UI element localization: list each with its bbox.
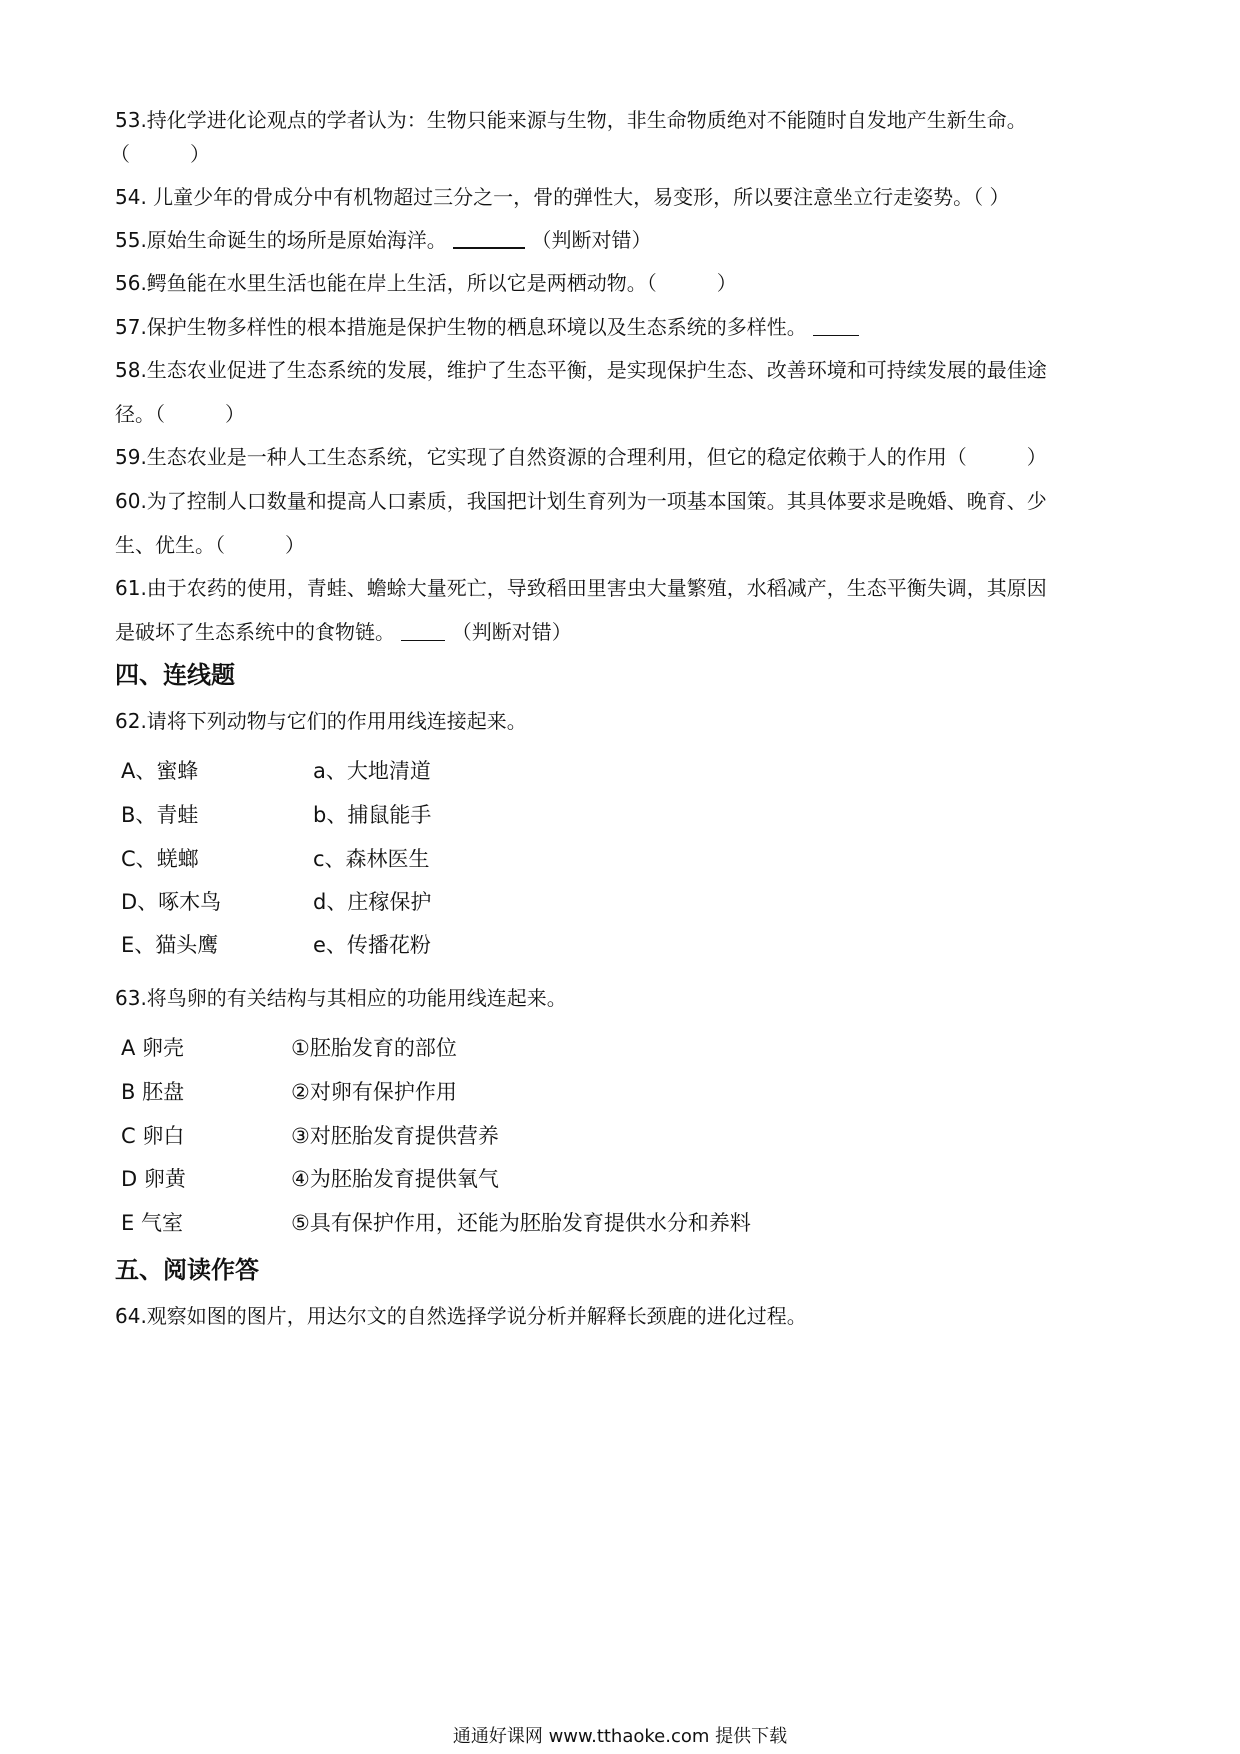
q63-left-item-e[interactable]: E 气室	[121, 1211, 183, 1235]
question-54-text: 54. 儿童少年的骨成分中有机物超过三分之一，骨的弹性大，易变形，所以要注意坐立行走姿势。（ ）	[115, 185, 1010, 209]
question-63-text: 63.将鸟卵的有关结构与其相应的功能用线连起来。	[115, 986, 567, 1010]
page-footer: 通通好课网 www.tthaoke.com 提供下载	[452, 1726, 788, 1747]
q62-right-item-c[interactable]: c、森林医生	[313, 847, 430, 871]
question-57-answer-blank[interactable]	[813, 315, 859, 336]
section-5-heading: 五、阅读作答	[115, 1256, 259, 1284]
q63-right-item-5[interactable]: ⑤具有保护作用，还能为胚胎发育提供水分和养料	[291, 1211, 751, 1235]
q62-left-item-d[interactable]: D、啄木鸟	[121, 890, 222, 914]
question-61-suffix: （判断对错）	[451, 620, 572, 644]
section-4-heading: 四、连线题	[115, 661, 235, 689]
question-55-suffix: （判断对错）	[531, 228, 652, 252]
q62-right-item-a[interactable]: a、大地清道	[313, 759, 431, 783]
question-61-text: 是破坏了生态系统中的食物链。	[115, 620, 395, 644]
q63-left-item-c[interactable]: C 卵白	[121, 1124, 185, 1148]
question-62-text: 62.请将下列动物与它们的作用用线连接起来。	[115, 709, 527, 733]
q62-left-item-c[interactable]: C、蜣螂	[121, 847, 199, 871]
question-64-text: 64.观察如图的图片，用达尔文的自然选择学说分析并解释长颈鹿的进化过程。	[115, 1304, 807, 1328]
q63-right-item-4[interactable]: ④为胚胎发育提供氧气	[291, 1167, 499, 1191]
q62-left-item-b[interactable]: B、青蛙	[121, 803, 199, 827]
question-59-text: 59.生态农业是一种人工生态系统，它实现了自然资源的合理利用，但它的稳定依赖于人的作用（ ）	[115, 445, 1047, 469]
question-58-line-1: 58.生态农业促进了生态系统的发展，维护了生态平衡，是实现保护生态、改善环境和可持续发展的最佳途	[115, 358, 1047, 382]
q63-right-item-2[interactable]: ②对卵有保护作用	[291, 1080, 457, 1104]
question-60-line-1: 60.为了控制人口数量和提高人口素质，我国把计划生育列为一项基本国策。其具体要求是晚婚、晚育、少	[115, 489, 1047, 513]
question-58-line-2: 径。（ ）	[115, 402, 245, 426]
q63-right-item-3[interactable]: ③对胚胎发育提供营养	[291, 1124, 499, 1148]
q63-left-item-b[interactable]: B 胚盘	[121, 1080, 185, 1104]
question-55-answer-blank[interactable]	[453, 227, 525, 249]
question-53-text: 53.持化学进化论观点的学者认为：生物只能来源与生物，非生命物质绝对不能随时自发地产生新生命。	[115, 108, 1027, 132]
q62-right-item-b[interactable]: b、捕鼠能手	[313, 803, 432, 827]
question-57-text: 57.保护生物多样性的根本措施是保护生物的栖息环境以及生态系统的多样性。	[115, 315, 807, 339]
question-60-line-2: 生、优生。（ ）	[115, 533, 305, 557]
q62-right-item-e[interactable]: e、传播花粉	[313, 933, 431, 957]
q63-left-item-d[interactable]: D 卵黄	[121, 1167, 186, 1191]
question-53-answer-paren: （ ）	[110, 142, 210, 166]
q62-left-item-a[interactable]: A、蜜蜂	[121, 759, 199, 783]
question-56-text: 56.鳄鱼能在水里生活也能在岸上生活，所以它是两栖动物。（ ）	[115, 271, 737, 295]
q62-left-item-e[interactable]: E、猫头鹰	[121, 933, 219, 957]
question-55-text: 55.原始生命诞生的场所是原始海洋。	[115, 228, 447, 252]
question-57	[115, 313, 1145, 341]
q63-left-item-a[interactable]: A 卵壳	[121, 1036, 185, 1060]
question-61-line-2	[115, 618, 1145, 646]
question-61-answer-blank[interactable]	[401, 620, 445, 641]
q62-right-item-d[interactable]: d、庄稼保护	[313, 890, 432, 914]
question-61-line-1: 61.由于农药的使用，青蛙、蟾蜍大量死亡，导致稻田里害虫大量繁殖，水稻减产，生态平衡失调，其原因	[115, 576, 1047, 600]
q63-right-item-1[interactable]: ①胚胎发育的部位	[291, 1036, 457, 1060]
question-55	[115, 226, 1145, 254]
